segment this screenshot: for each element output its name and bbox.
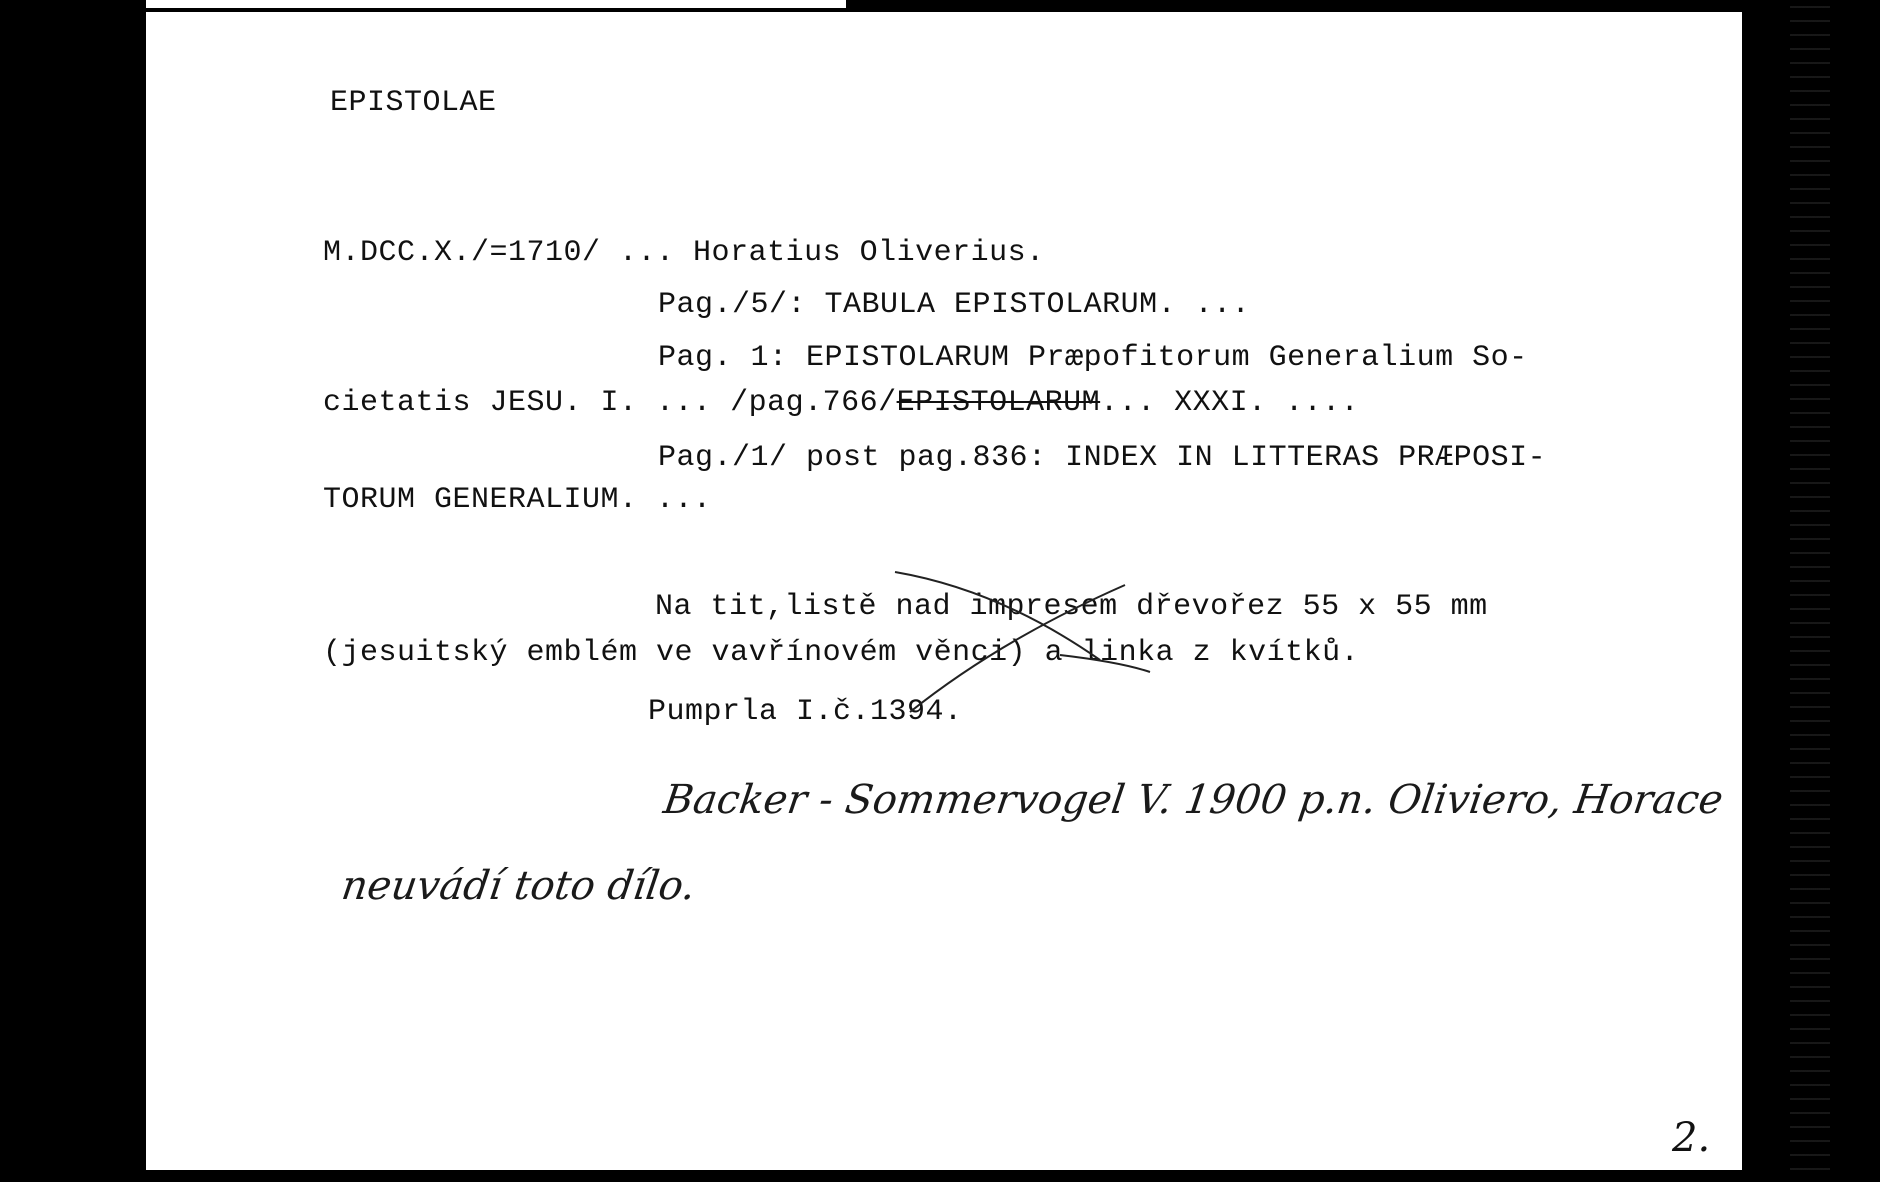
note-line-1: Na tit,listě nad impresem dřevořez 55 x 55 mm (655, 590, 1488, 624)
pagination-line-2: Pag. 1: EPISTOLARUM Præpofitorum Generalium So- (658, 341, 1528, 375)
note-line-2: (jesuitský emblém ve vavřínovém věnci) a linka z kvítků. (323, 636, 1360, 670)
pagination-line-3b: ... XXXI. .... (1100, 386, 1360, 420)
page-number: 2. (1672, 1115, 1711, 1161)
pagination-line-3 (323, 388, 1359, 418)
handwritten-note-line-1: Backer - Sommervogel V. 1900 p.n. Oliviero, Horace (660, 777, 1726, 823)
pagination-line-1: Pag./5/: TABULA EPISTOLARUM. ... (658, 288, 1251, 322)
card-heading: EPISTOLAE (330, 86, 497, 120)
handwritten-note-line-2: neuvádí toto dílo. (338, 863, 699, 909)
pagination-line-5: TORUM GENERALIUM. ... (323, 483, 712, 517)
imprint-line: M.DCC.X./=1710/ ... Horatius Oliverius. (323, 236, 1045, 270)
struck-word: EPISTOLARUM (896, 386, 1101, 420)
reference-line: Pumprla I.č.1394. (648, 695, 963, 729)
card-top-edge (146, 0, 846, 8)
pagination-line-3a: cietatis JESU. I. ... /pag.766/ (323, 386, 897, 420)
pagination-line-4: Pag./1/ post pag.836: INDEX IN LITTERAS PRÆPOSI- (658, 441, 1547, 475)
film-edge-strip (1790, 0, 1830, 1182)
